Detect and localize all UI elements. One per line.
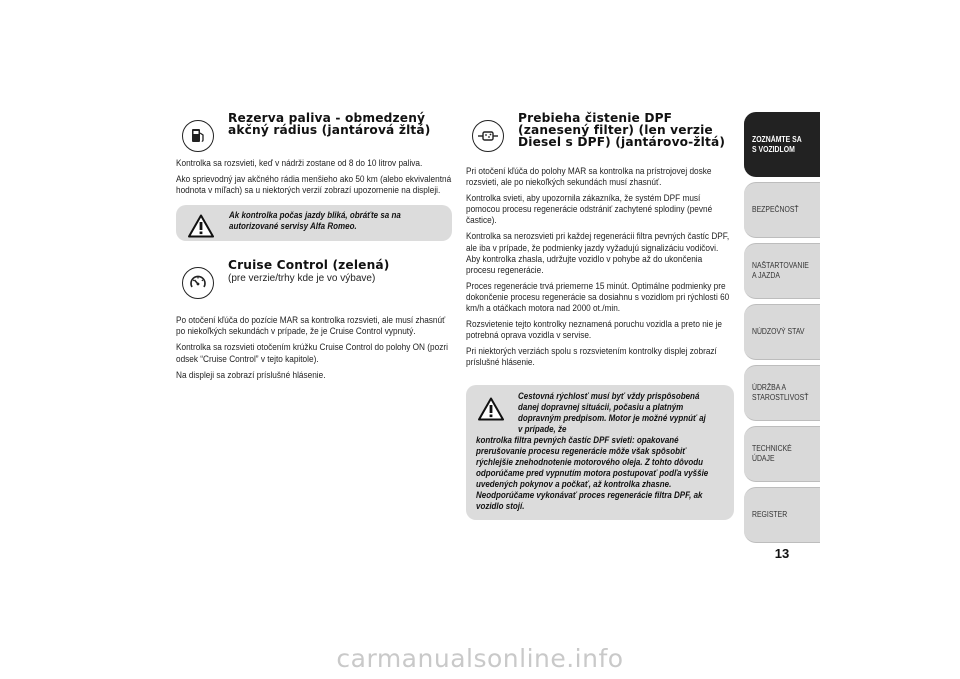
dpf-paragraph-3: Kontrolka sa nerozsvieti pri každej regenerácii filtra pevných častíc DPF, ale iba v prípade, že podmienky jazdy vyžadujú signalizáciu vodičovi. Aby kontrolka zhasla, udržujte vozidlo v pohybe až do ukončenia procesu regenerácie.: [466, 231, 730, 276]
tab-safety[interactable]: BEZPEČNOSŤ: [744, 182, 820, 238]
watermark-text: carmanualsonline.info: [336, 644, 624, 673]
middle-column: [466, 112, 734, 530]
fuel-pump-icon: [182, 120, 214, 152]
dpf-paragraph-6: Pri niektorých verziách spolu s rozsvietením kontrolky displej zobrazí príslušné hlásenie.: [466, 346, 717, 369]
speedometer-icon: [182, 267, 214, 299]
dpf-paragraph-4: Proces regenerácie trvá priemerne 15 minút. Optimálne podmienky pre dokončenie procesu regenerácie sa dosiahnu s vozidlom pri rýchlosti 60 km/h a otáčkach motora nad 2000 ot./min.: [466, 280, 730, 315]
fuel-reserve-header: [176, 112, 452, 158]
warning-triangle-icon: [478, 397, 504, 421]
tab-starting-and-driving[interactable]: NAŠTARTOVANIE A JAZDA: [744, 243, 820, 299]
fuel-reserve-title: Rezerva paliva - obmedzený akčný rádius (jantárová žltá): [228, 111, 431, 137]
chapter-tabs: [744, 112, 820, 548]
dpf-warning-box: [466, 385, 734, 520]
tab-technical-data[interactable]: TECHNICKÉ ÚDAJE: [744, 426, 820, 482]
page-number: 13: [774, 546, 790, 561]
tab-index[interactable]: REGISTER: [744, 487, 820, 543]
dpf-paragraph-2: Kontrolka svieti, aby upozornila zákazníka, že systém DPF musí pomocou procesu regenerácie odstrániť zachytené splodiny (pevné častice).: [466, 193, 713, 227]
cruise-control-header: [176, 259, 452, 305]
cruise-control-paragraph-3: Na displeji sa zobrazí príslušné hlásenie.: [176, 369, 326, 381]
dpf-warning-lead: Cestovná rýchlosť musí byť vždy prispôsobená danej dopravnej situácii, počasiu a platným dopravným predpisom. Motor je možné vypnúť aj v prípade, že: [518, 390, 706, 434]
fuel-warning-box: [176, 205, 452, 241]
cruise-control-paragraph-1: Po otočení kľúča do pozície MAR sa kontrolka rozsvieti, ale musí zhasnúť po niekoľkých sekundách v prípade, že je Cruise Control vypnutý.: [176, 315, 446, 338]
fuel-reserve-paragraph-1: Kontrolka sa rozsvieti, keď v nádrži zostane od 8 do 10 litrov paliva.: [176, 158, 423, 169]
cruise-control-paragraph-2: Kontrolka sa rozsvieti otočením krúžku Cruise Control do polohy ON (pozri odsek “Cruise Control” v tejto kapitole).: [176, 342, 448, 365]
dpf-title: Prebieha čistenie DPF (zanesený filter) (len verzie Diesel s DPF) (jantárovo-žltá): [518, 111, 726, 149]
dpf-warning-rest: kontrolka filtra pevných častíc DPF svieti: opakované prerušovanie procesu regenerácie môže však spôsobiť rýchlejšie znehodnotenie motorového oleja. Z tohto dôvodu odporúčame pred vypnutím motora postupovať podľa vyššie uvedených pokynov a počkať, až kontrolka zhasne. Neodporúčame vykonávať proces regenerácie filtra DPF, ak vozidlo stojí.: [476, 434, 709, 511]
cruise-control-subtitle: (pre verzie/trhy kde je vo výbave): [228, 273, 376, 285]
dpf-paragraph-5: Rozsvietenie tejto kontrolky neznamená poruchu vozidla a preto nie je potrebná oprava vozidla v servise.: [466, 319, 722, 342]
dpf-filter-icon: [472, 120, 504, 152]
fuel-reserve-paragraph-2: Ako sprievodný jav akčného rádia menšieho ako 50 km (alebo ekvivalentná hodnota v míľach) sa u niektorých verzií zobrazí upozornenie na displeji.: [176, 174, 452, 197]
cruise-control-title: Cruise Control (zelená): [228, 258, 390, 273]
left-column: [176, 112, 452, 386]
dpf-header: [466, 112, 734, 158]
tab-maintenance[interactable]: ÚDRŽBA A STAROSTLIVOSŤ: [744, 365, 820, 421]
tab-know-your-vehicle[interactable]: ZOZNÁMTE SA S VOZIDLOM: [744, 112, 820, 177]
warning-triangle-icon: [188, 214, 214, 238]
dpf-paragraph-1: Pri otočení kľúča do polohy MAR sa kontrolka na prístrojovej doske rozsvieti, ale po niekoľkých sekundách musí zhasnúť.: [466, 166, 712, 189]
fuel-warning-text: Ak kontrolka počas jazdy bliká, obráťte sa na autorizované servisy Alfa Romeo.: [229, 210, 401, 232]
tab-emergency[interactable]: NÚDZOVÝ STAV: [744, 304, 820, 360]
